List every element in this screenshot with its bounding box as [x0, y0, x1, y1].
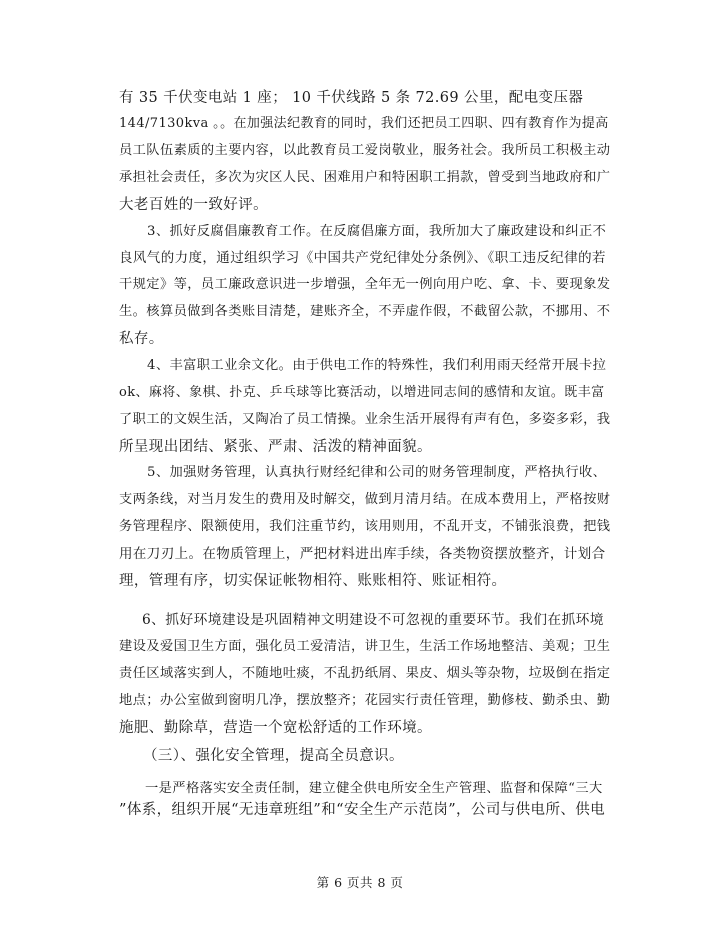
text-line: 了职工的文娱生活，又陶冶了员工情操。业余生活开展得有声有色，多姿多彩，我 [119, 412, 611, 427]
section-heading: （三）、强化安全管理，提高全员意识。 [143, 748, 404, 764]
text-line: 员工队伍素质的主要内容，以此教育员工爱岗敬业，服务社会。我所员工积极主动 [119, 143, 611, 158]
text-line: ok、麻将、象棋、扑克、乒乓球等比赛活动，以增进同志间的感情和友谊。既丰富 [119, 385, 605, 400]
text-line: 支两条线，对当月发生的费用及时解交，做到月清月结。在成本费用上，严格按财 [119, 492, 611, 507]
text-line: 3、抓好反腐倡廉教育工作。在反腐倡廉方面，我所加大了廉政建设和纠正不 [147, 224, 607, 239]
text-line: 良风气的力度，通过组织学习《中国共产党纪律处分条例》、《职工违反纪律的若 [119, 250, 606, 266]
text-line: 建设及爱国卫生方面，强化员工爱清洁，讲卫生，生活工作场地整洁、美观；卫生 [119, 639, 611, 654]
text-line: 务管理程序、限额使用，我们注重节约，该用则用，不乱开支，不铺张浪费，把钱 [119, 519, 611, 534]
page-footer: 第 6 页共 8 页 [316, 875, 404, 890]
text-line: 承担社会责任，多次为灾区人民、困难用户和特困职工捐款，曾受到当地政府和广 [119, 170, 611, 185]
text-line: 6、抓好环境建设是巩固精神文明建设不可忽视的重要环节。我们在抓环境 [142, 612, 604, 628]
text-line: 一是严格落实安全责任制，建立健全供电所安全生产管理、监督和保障“三大 [145, 781, 603, 796]
text-line: 地点；办公室做到窗明几净，摆放整齐；花园实行责任管理，勤修枝、勤杀虫、勤 [119, 693, 611, 708]
text-line: 干规定》等，员工廉政意识进一步增强，全年无一例向用户吃、拿、卡、要现象发 [119, 277, 611, 292]
text-line: 用在刀刃上。在物质管理上，严把材料进出库手续，各类物资摆放整齐，计划合 [119, 546, 606, 562]
text-line: 生。核算员做到各类账目清楚，建账齐全，不弄虚作假，不截留公款，不挪用、不 [119, 304, 611, 319]
text-line: 5、加强财务管理，认真执行财经纪律和公司的财务管理制度，严格执行收、 [147, 465, 607, 480]
text-line: 有 35 千伏变电站 1 座； 10 千伏线路 5 条 72.69 公里，配电变压器 [119, 90, 584, 106]
text-line: 所呈现出团结、紧张、严肃、活泼的精神面貌。 [119, 439, 432, 455]
text-line: 理，管理有序，切实保证帐物相符、账账相符、账证相符。 [119, 573, 507, 589]
text-line: 责任区域落实到人，不随地吐痰，不乱扔纸屑、果皮、烟头等杂物，垃圾倒在指定 [119, 666, 611, 681]
text-line: 4、丰富职工业余文化。由于供电工作的特殊性，我们利用雨天经常开展卡拉 [147, 358, 607, 373]
text-line: 大老百姓的一致好评。 [119, 197, 268, 213]
text-line: 施肥、勤除草，营造一个宽松舒适的工作环境。 [119, 720, 432, 736]
text-line: 私存。 [119, 331, 164, 347]
text-line: 144/7130kva 。。在加强法纪教育的同时，我们还把员工四职、四有教育作为提高 [119, 116, 609, 131]
text-line: ”体系，组织开展“无违章班组”和“安全生产示范岗”，公司与供电所、供电 [119, 802, 606, 818]
